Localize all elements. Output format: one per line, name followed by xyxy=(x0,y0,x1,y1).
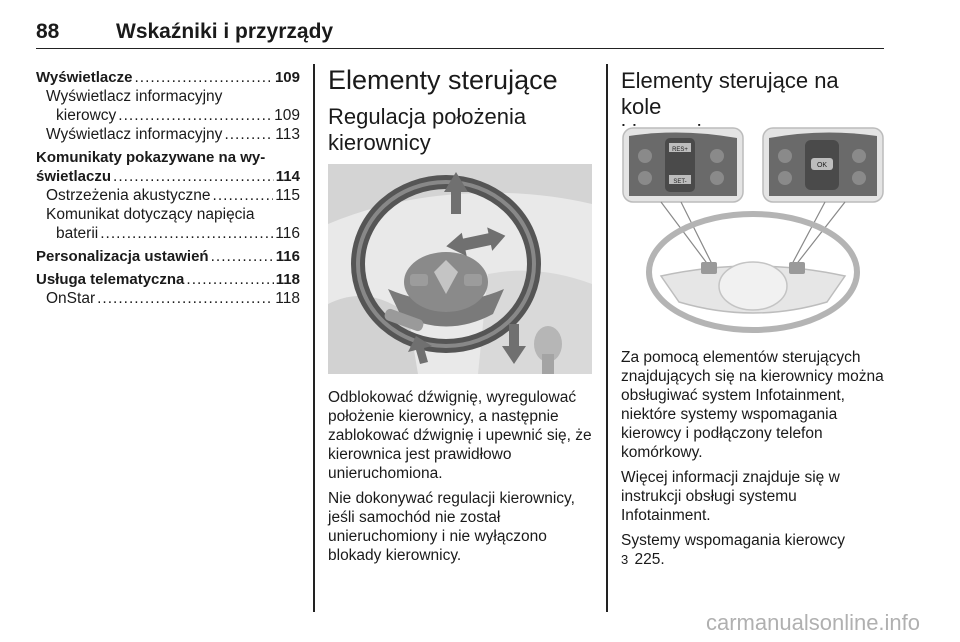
toc-page: 113 xyxy=(275,126,300,143)
toc-page: 114 xyxy=(275,168,300,185)
toc-entry-komunikaty[interactable] xyxy=(36,167,300,186)
volume-up-icon xyxy=(852,149,866,163)
subsection-heading-line2: kierownicy xyxy=(328,130,431,155)
speed-limiter-icon xyxy=(638,171,652,185)
page-number: 88 xyxy=(36,20,60,43)
voice-icon xyxy=(778,171,792,185)
steering-wheel-icon xyxy=(649,214,857,330)
watermark-text: carmanualsonline.info xyxy=(706,610,921,635)
toc-page: 109 xyxy=(274,107,300,124)
right-controls-inset xyxy=(763,128,883,202)
toc-entry-komunikaty-line1: Komunikaty pokazywane na wy- xyxy=(36,149,266,166)
toc-entry-wyswietlacze[interactable] xyxy=(36,68,300,87)
reference-page[interactable]: 225. xyxy=(634,551,665,568)
toc-entry-komunikat-napiecia-line1: Komunikat dotyczący napięcia xyxy=(46,206,255,223)
distance-icon xyxy=(710,149,724,163)
paragraph: Więcej informacji znajduje się w instrukcji obsługi systemu Infotainment. xyxy=(621,469,840,524)
toc-title: kierowcy xyxy=(56,107,117,124)
toc-entry-wyswietlacz-kierowcy[interactable] xyxy=(36,106,300,125)
toc-page: 116 xyxy=(275,248,300,265)
reference-text: Systemy wspomagania kierowcy xyxy=(621,532,845,549)
table-of-contents xyxy=(36,68,300,308)
cruise-icon xyxy=(638,149,652,163)
lane-assist-icon xyxy=(710,171,724,185)
toc-page: 118 xyxy=(275,271,300,288)
subsection-heading-line1: Regulacja położenia xyxy=(328,104,527,129)
toc-title: Personalizacja ustawień xyxy=(36,248,209,265)
res-button-label: RES+ xyxy=(672,147,688,153)
toc-entry-onstar[interactable] xyxy=(36,289,300,308)
phone-icon xyxy=(778,149,792,163)
paragraph: Nie dokonywać regulacji kierownicy, jeśli samochód nie został unieruchomiony i nie wyłączono blokady kierownicy. xyxy=(328,490,575,564)
toc-page: 118 xyxy=(275,290,300,307)
toc-title: świetlaczu xyxy=(36,168,112,185)
toc-page: 115 xyxy=(275,187,300,204)
page-reference-icon: 3 xyxy=(621,552,629,567)
steering-adjustment-illustration xyxy=(328,164,592,374)
toc-title: baterii xyxy=(56,225,99,242)
column-divider-right xyxy=(606,64,608,612)
chapter-title: Wskaźniki i przyrządy xyxy=(116,20,334,43)
ok-button-label: OK xyxy=(816,162,828,169)
toc-entry-ostrzezenia[interactable] xyxy=(36,186,300,205)
paragraph: Odblokować dźwignię, wyregulować położenie kierownicy, a następnie zablokować dźwignię i upewnić się, że kierownica jest prawidłowo unieruchomiona. xyxy=(328,389,592,482)
set-button-label: SET- xyxy=(673,179,687,185)
volume-down-icon xyxy=(852,171,866,185)
wheel-controls-text xyxy=(621,348,885,575)
toc-title: Wyświetlacz informacyjny xyxy=(46,126,223,143)
paragraph: Za pomocą elementów sterujących znajdujących się na kierownicy można obsługiwać system Infotainment, niektóre systemy wspomagania kierowcy i podłączony telefon komórkowy. xyxy=(621,349,884,461)
section-steering-adjustment xyxy=(328,64,592,156)
toc-entry-personalizacja[interactable] xyxy=(36,247,300,266)
section-heading-line1: Elementy sterujące na kole xyxy=(621,68,839,119)
toc-entry-wyswietlacz-informacyjny[interactable] xyxy=(36,125,300,144)
steering-wheel-controls-illustration xyxy=(621,126,885,333)
toc-page: 109 xyxy=(274,69,300,86)
toc-title: Wyświetlacze xyxy=(36,69,133,86)
toc-title: OnStar xyxy=(46,290,96,307)
column-divider-left xyxy=(313,64,315,612)
paragraph-with-reference xyxy=(621,531,885,569)
toc-entry-wyswietlacz-kierowcy-line1: Wyświetlacz informacyjny xyxy=(46,88,223,105)
toc-title: Usługa telematyczna xyxy=(36,271,185,288)
steering-adjustment-text xyxy=(328,388,592,571)
left-controls-inset xyxy=(623,128,743,202)
toc-entry-telematyka[interactable] xyxy=(36,270,300,289)
toc-page: 116 xyxy=(275,225,300,242)
toc-entry-komunikat-napiecia[interactable] xyxy=(36,224,300,243)
toc-title: Ostrzeżenia akustyczne xyxy=(46,187,211,204)
page-header xyxy=(36,14,884,49)
section-heading: Elementy sterujące xyxy=(328,65,558,95)
